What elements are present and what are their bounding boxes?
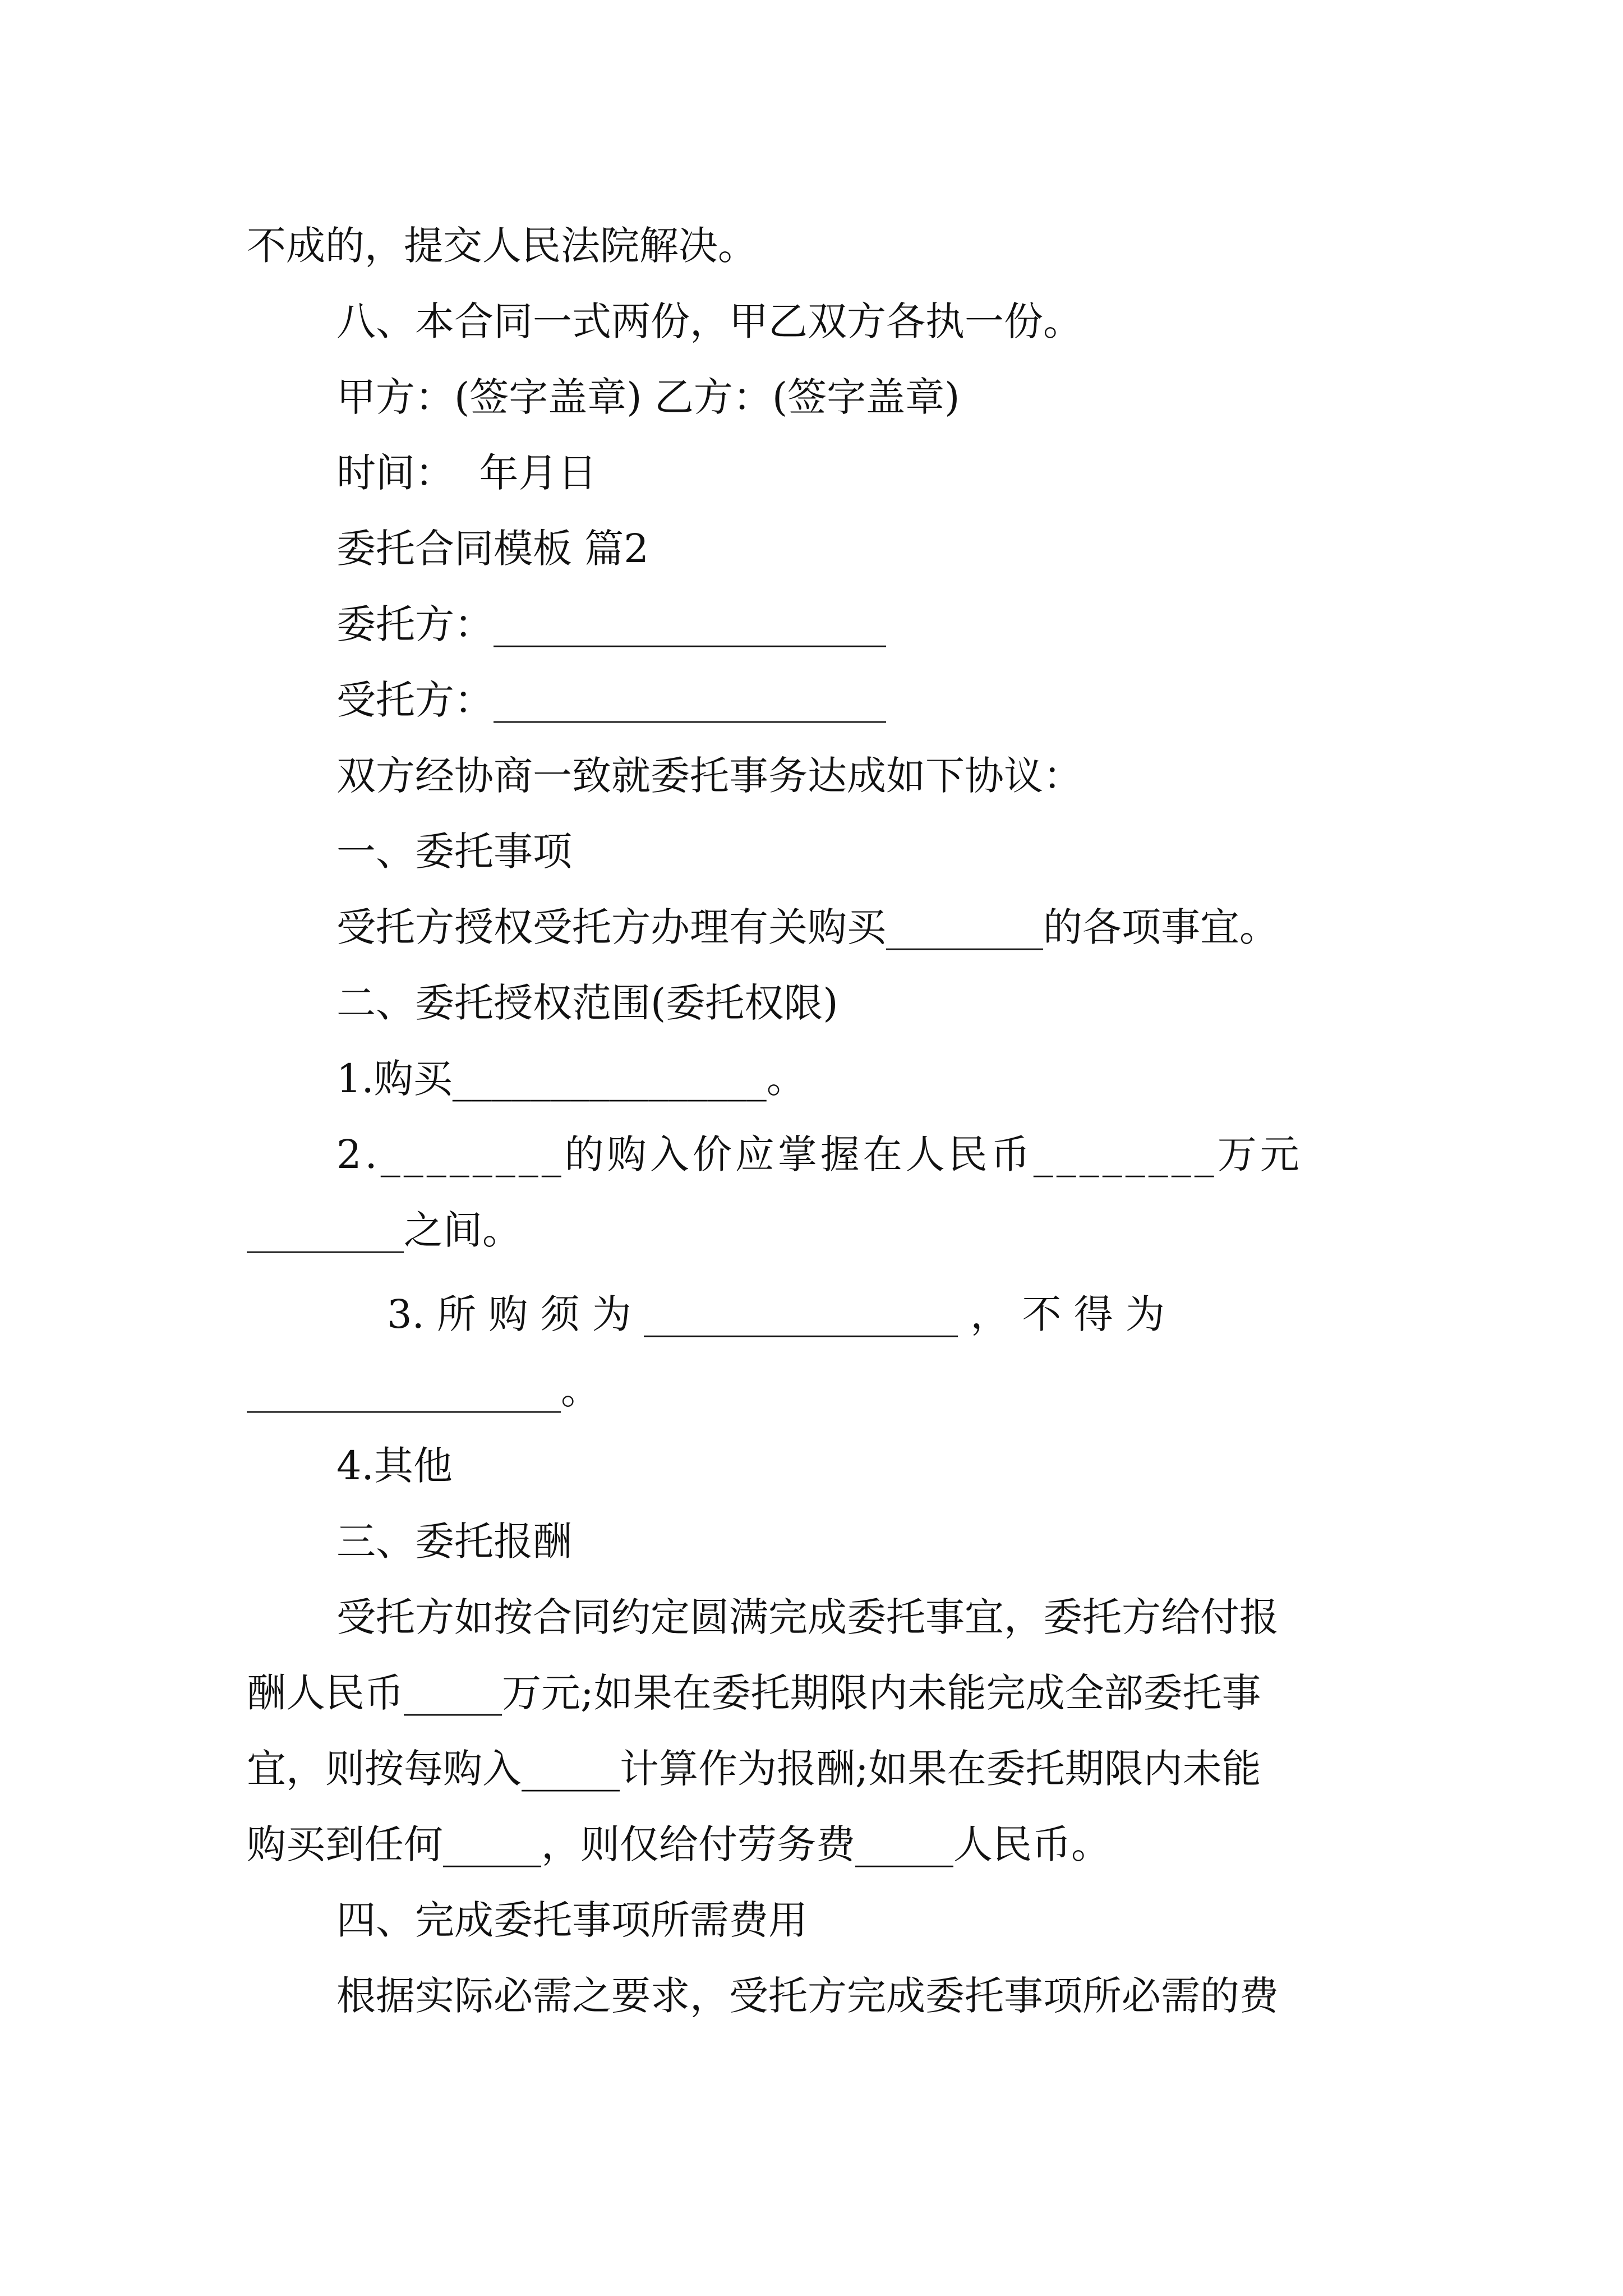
text-line: 甲方：(签字盖章) 乙方：(签字盖章) (336, 374, 960, 420)
text-line: 时间： 年月日 (336, 450, 597, 496)
text-line: ________________。 (247, 1367, 600, 1413)
text-line: 宜，则按每购入_____计算作为报酬;如果在委托期限内未能 (247, 1746, 1261, 1792)
text-line: 根据实际必需之要求，受托方完成委托事项所必需的费 (336, 1973, 1279, 2019)
text-line: 四、完成委托事项所需费用 (336, 1897, 808, 1943)
text-line: 八、本合同一式两份，甲乙双方各执一份。 (336, 298, 1082, 344)
section-title: 委托合同模板 篇2 (336, 526, 649, 572)
text-line: 委托方：____________________ (336, 601, 886, 647)
text-line: 三、委托报酬 (336, 1519, 572, 1565)
text-line: 2.________的购入价应掌握在人民币________万元 (336, 1131, 1303, 1177)
text-line: 酬人民币_____万元;如果在委托期限内未能完成全部委托事 (247, 1670, 1261, 1716)
text-line: 二、委托授权范围(委托权限) (336, 980, 838, 1026)
text-line: 双方经协商一致就委托事务达成如下协议： (336, 753, 1082, 799)
text-line: 受托方如按合同约定圆满完成委托事宜，委托方给付报 (336, 1594, 1279, 1640)
text-line: 一、委托事项 (336, 829, 572, 875)
text-line: 4.其他 (336, 1443, 453, 1489)
text-line: 受托方授权受托方办理有关购买________的各项事宜。 (336, 904, 1279, 950)
text-line: ________之间。 (247, 1207, 522, 1253)
text-line: 受托方：____________________ (336, 677, 886, 723)
text-line: 3. 所 购 须 为 ________________ ， 不 得 为 (387, 1291, 1165, 1337)
text-line: 1.购买________________。 (336, 1056, 806, 1102)
text-line: 购买到任何_____，则仅给付劳务费_____人民币。 (247, 1821, 1110, 1867)
text-line: 不成的，提交人民法院解决。 (247, 223, 757, 269)
